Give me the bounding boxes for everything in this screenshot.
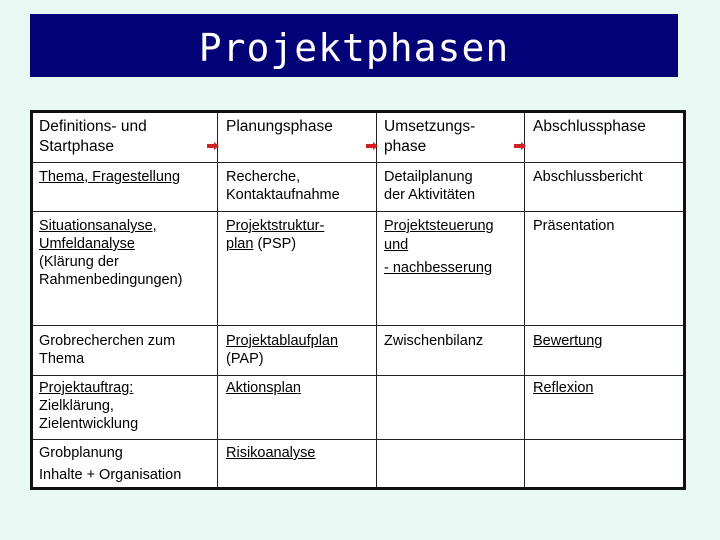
header-line: phase	[384, 138, 427, 155]
arrow-right-icon	[207, 142, 219, 150]
cell-text: Situationsanalyse,	[39, 218, 157, 234]
cell-text: Grobrecherchen zum	[39, 333, 176, 349]
column-divider	[376, 113, 377, 487]
cell-text: Inhalte + Organisation	[39, 467, 182, 483]
header-line: Definitions- und	[39, 118, 147, 135]
title-bar	[30, 14, 678, 77]
cell-text	[226, 235, 324, 253]
header-line: Abschlussphase	[533, 118, 646, 135]
header-definitions	[39, 117, 147, 157]
cell-text: Abschlussbericht	[533, 169, 643, 185]
cell	[533, 168, 643, 186]
cell-text: Grobplanung	[39, 445, 123, 461]
cell-text: Zielentwicklung	[39, 416, 139, 432]
row-divider	[33, 325, 683, 326]
cell	[384, 332, 483, 350]
cell	[226, 379, 301, 397]
cell-text: Projektablaufplan	[226, 333, 339, 349]
cell-text: Projektauftrag:	[39, 380, 134, 396]
cell-text: Thema, Fragestellung	[39, 169, 181, 185]
header-abschluss	[533, 117, 646, 137]
cell-text: Bewertung	[533, 333, 603, 349]
cell-text: Umfeldanalyse	[39, 236, 135, 252]
cell	[39, 332, 175, 368]
cell-text: und	[384, 237, 409, 253]
cell	[226, 444, 315, 462]
header-umsetzung	[384, 117, 475, 157]
cell	[226, 217, 324, 253]
column-divider	[217, 113, 218, 487]
header-line: Planungsphase	[226, 118, 333, 135]
cell-text: Projektstruktur-	[226, 218, 325, 234]
cell	[533, 379, 593, 397]
cell-text: Präsentation	[533, 218, 615, 234]
cell-text: (PAP)	[226, 351, 264, 367]
cell-text: Zwischenbilanz	[384, 333, 484, 349]
cell-text: Recherche,	[226, 169, 301, 185]
cell	[226, 168, 340, 204]
arrow-right-icon	[366, 142, 378, 150]
cell-text: - nachbesserung	[384, 260, 493, 276]
cell-text: Thema	[39, 351, 85, 367]
column-divider	[524, 113, 525, 487]
row-divider	[33, 162, 683, 163]
cell-text: Projektsteuerung	[384, 218, 494, 234]
cell-text: Reflexion	[533, 380, 594, 396]
cell-text: Detailplanung	[384, 169, 473, 185]
row-divider	[33, 439, 683, 440]
header-line: Umsetzungs-	[384, 118, 476, 135]
cell-text: (Klärung der	[39, 254, 119, 270]
header-line: Startphase	[39, 138, 114, 155]
cell-text: Aktionsplan	[226, 380, 301, 396]
cell	[39, 168, 180, 186]
cell	[384, 168, 475, 204]
cell-text: Zielklärung,	[39, 398, 114, 414]
cell-text: Kontaktaufnahme	[226, 187, 340, 203]
cell	[39, 444, 181, 484]
phases-table	[30, 110, 686, 490]
cell	[533, 332, 602, 350]
cell	[226, 332, 338, 368]
page-title: Projektphasen	[198, 25, 510, 70]
cell-text: der Aktivitäten	[384, 187, 476, 203]
cell	[39, 217, 183, 289]
header-planung	[226, 117, 333, 137]
cell-text-part: plan	[226, 236, 254, 252]
arrow-right-icon	[514, 142, 526, 150]
cell	[384, 217, 494, 277]
row-divider	[33, 211, 683, 212]
cell-text: Risikoanalyse	[226, 445, 316, 461]
cell	[533, 217, 614, 235]
cell-text: Rahmenbedingungen)	[39, 272, 183, 288]
cell-text-part: (PSP)	[253, 236, 297, 252]
row-divider	[33, 375, 683, 376]
cell	[39, 379, 138, 433]
